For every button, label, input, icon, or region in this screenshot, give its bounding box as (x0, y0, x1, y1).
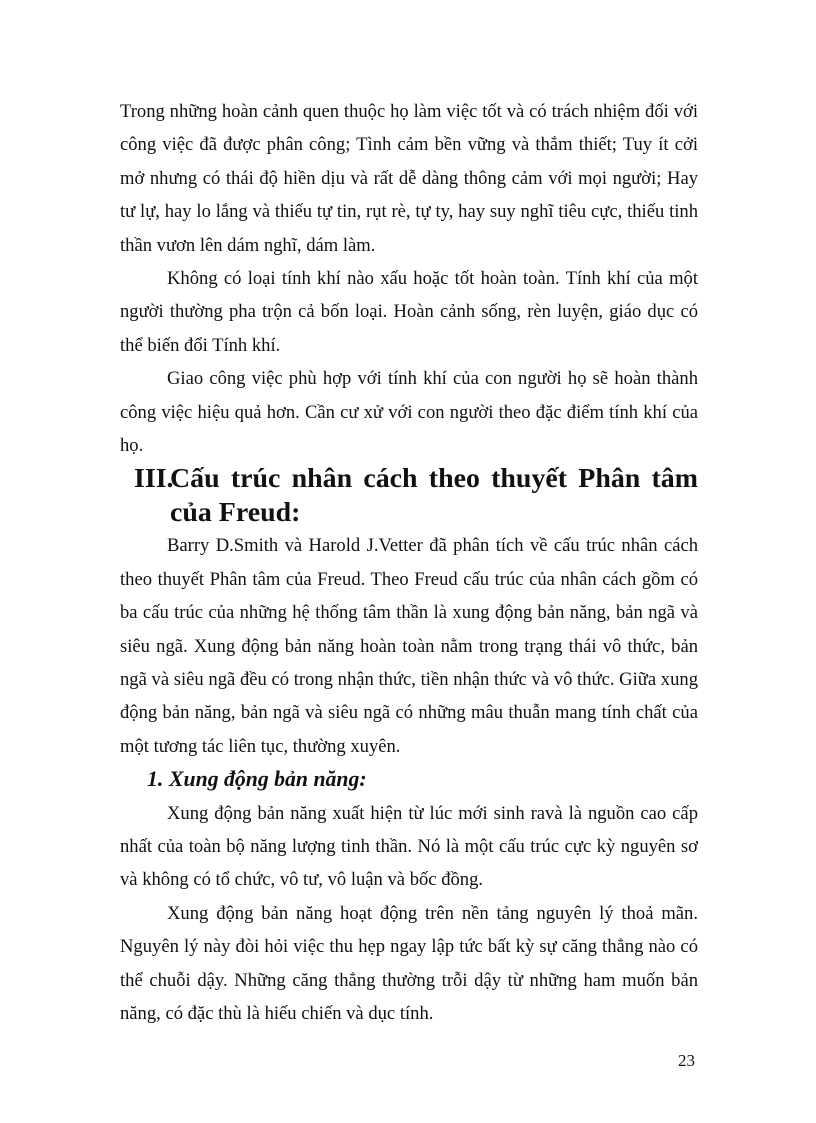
paragraph-id-origin: Xung động bản năng xuất hiện từ lúc mới sinh ravà là nguồn cao cấp nhất của toàn bộ năng lượng tinh thần. Nó là một cấu trúc cực kỳ nguyên sơ và không có tổ chức, vô tư, vô luận và bốc đồng. (120, 802, 698, 891)
subsection-title: Xung động bản năng: (169, 767, 367, 792)
paragraph-temperament-mix: Không có loại tính khí nào xấu hoặc tốt hoàn toàn. Tính khí của một người thường pha trộn cả bốn loại. Hoàn cảnh sống, rèn luyện, giáo dục có thể biến đổi Tính khí. (120, 268, 698, 356)
paragraph-temperament-traits: Trong những hoàn cảnh quen thuộc họ làm việc tốt và có trách nhiệm đối với công việc đã được phân công; Tình cảm bền vững và thắm thiết; Tuy ít cởi mở nhưng có thái độ hiền dịu và rất dễ dàng thông cảm với mọi người; Hay tư lự, hay lo lắng và thiếu tự tin, rụt rè, tự ty, hay suy nghĩ tiêu cực, thiếu tinh thần vươn lên dám nghĩ, dám làm. (120, 101, 698, 256)
subsection-heading (120, 763, 698, 796)
section-title: Cấu trúc nhân cách theo thuyết Phân tâm của Freud: (170, 463, 698, 528)
paragraph-pleasure-principle: Xung động bản năng hoạt động trên nền tảng nguyên lý thoả mãn. Nguyên lý này đòi hỏi việc thu hẹp ngay lập tức bất kỳ sự căng thẳng nào có thể chuỗi dậy. Những căng thẳng thường trỗi dậy từ những ham muốn bản năng, có đặc thù là hiếu chiến và dục tính. (120, 902, 698, 1024)
section-heading (120, 462, 698, 529)
section-number: III. (134, 463, 174, 495)
paragraph-work-assignment: Giao công việc phù hợp với tính khí của con người họ sẽ hoàn thành công việc hiệu quả hơn. Cần cư xử với con người theo đặc điểm tính khí của họ. (120, 368, 698, 457)
paragraph-freud-structure: Barry D.Smith và Harold J.Vetter đã phân tích về cấu trúc nhân cách theo thuyết Phân tâm của Freud. Theo Freud cấu trúc của nhân cách gồm có ba cấu trúc của những hệ thống tâm thần là xung động bản năng, bản ngã và siêu ngã. Xung động bản năng hoàn toàn nằm trong trạng thái vô thức, bản ngã và siêu ngã đều có trong nhận thức, tiền nhận thức và vô thức. Giữa xung động bản năng, bản ngã và siêu ngã có những mâu thuẫn mang tính chất của một tương tác liên tục, thường xuyên. (120, 535, 698, 757)
page-number: 23 (678, 1051, 695, 1070)
page-body (120, 95, 698, 1030)
subsection-number: 1. (147, 767, 164, 792)
